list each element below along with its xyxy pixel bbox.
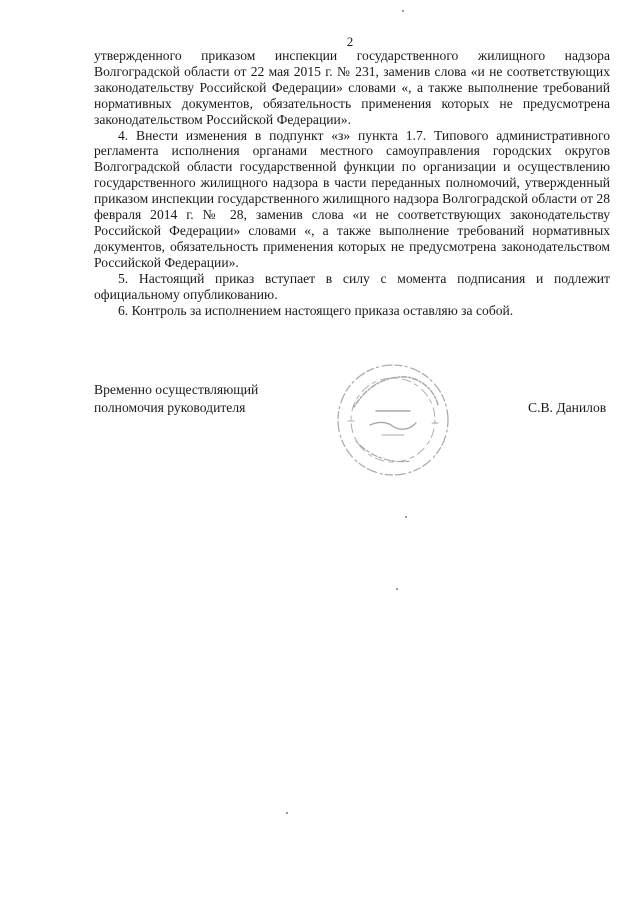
paragraph-item-5: 5. Настоящий приказ вступает в силу с момента подписания и подлежит официальному опубликованию.: [94, 270, 610, 302]
page-number: 2: [346, 34, 354, 49]
signer-name: С.В. Данилов: [528, 400, 607, 415]
scan-speck: [396, 588, 398, 590]
document-body: [94, 48, 610, 318]
paragraph-continuation: утвержденного приказом инспекции государственного жилищного надзора Волгоградской области от 22 мая 2015 г. № 231, заменив слова «и не соответствующих законодательству Российской Федерации» словами «, а также выполнение требований нормативных документов, обязательность применения которых не предусмотрена законодательством Российской Федерации».: [94, 48, 610, 127]
signer-title: [94, 381, 258, 417]
signer-title-line-2: полномочия руководителя: [94, 400, 246, 415]
official-seal-stamp: [334, 361, 452, 479]
seal-icon: [334, 361, 452, 479]
scan-speck: [402, 10, 404, 12]
paragraph-item-6: 6. Контроль за исполнением настоящего приказа оставляю за собой.: [118, 302, 514, 318]
scan-speck: [286, 812, 288, 814]
paragraph-item-4: 4. Внести изменения в подпункт «з» пункта 1.7. Типового административного регламента исполнения органами местного самоуправления городских округов Волгоградской области государственной функции по организации и осуществлению государственного жилищного надзора в части переданных полномочий, утвержденный приказом инспекции государственного жилищного надзора Волгоградской области от 28 февраля 2014 г. № 28, заменив слова «и не соответствующих законодательству Российской Федерации» словами «, а также выполнение требований нормативных документов, обязательность применения которых не предусмотрена законодательством Российской Федерации».: [94, 127, 610, 270]
scan-speck: [405, 516, 407, 518]
signer-title-line-1: Временно осуществляющий: [94, 382, 259, 397]
